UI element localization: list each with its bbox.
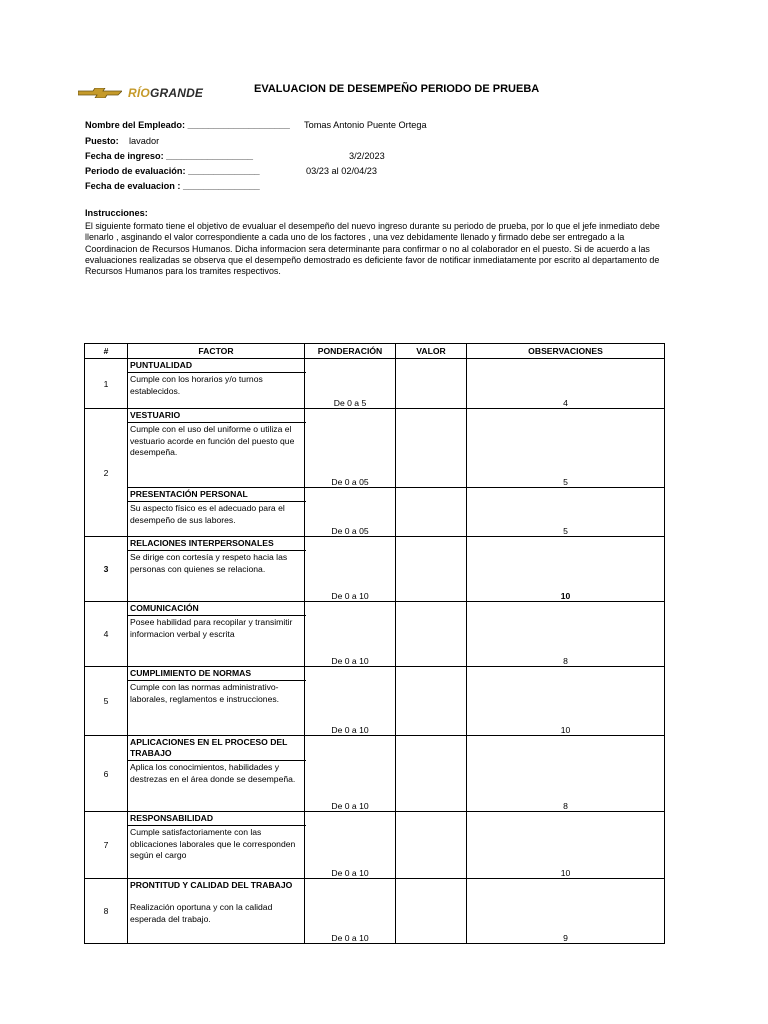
- row-num: 1: [85, 359, 128, 409]
- valor-cell[interactable]: [396, 537, 467, 602]
- evaluation-table: [84, 343, 665, 944]
- factor-title: RESPONSABILIDAD: [128, 812, 306, 826]
- factor-title: PUNTUALIDAD: [128, 359, 306, 373]
- observaciones-cell[interactable]: 9: [467, 879, 665, 944]
- ingreso-label: Fecha de ingreso: _________________: [85, 151, 254, 161]
- ponderacion-cell: De 0 a 10: [305, 667, 396, 736]
- table-row: [85, 812, 665, 879]
- observaciones-cell[interactable]: 8: [467, 602, 665, 667]
- puesto-value: lavador: [129, 136, 160, 146]
- valor-cell[interactable]: [396, 736, 467, 812]
- row-num: 6: [85, 736, 128, 812]
- factor-description: Su aspecto físico es el adecuado para el desempeño de sus labores.: [130, 503, 285, 525]
- factor-title: PRESENTACIÓN PERSONAL: [128, 488, 306, 502]
- factor-description: Cumple satisfactoriamente con las oblicaciones laborales que le corresponden según el cargo: [130, 827, 296, 860]
- table-row: [85, 602, 665, 667]
- row-num: 5: [85, 667, 128, 736]
- ponderacion-cell: De 0 a 10: [305, 812, 396, 879]
- factor-title: CUMPLIMIENTO DE NORMAS: [128, 667, 306, 681]
- document-title: EVALUACION DE DESEMPEÑO PERIODO DE PRUEBA: [254, 83, 540, 95]
- logo-text-rio: RÍO: [128, 86, 150, 100]
- row-num: 2: [85, 409, 128, 537]
- factor-description: Cumple con las normas administrativo-laborales, reglamentos e instrucciones.: [130, 682, 280, 704]
- observaciones-cell[interactable]: 5: [467, 409, 665, 488]
- factor-title: PRONTITUD Y CALIDAD DEL TRABAJO: [130, 880, 293, 890]
- header-valor: VALOR: [396, 344, 467, 359]
- instructions-title: Instrucciones:: [85, 208, 148, 218]
- valor-cell[interactable]: [396, 667, 467, 736]
- header-ponderacion: PONDERACIÓN: [305, 344, 396, 359]
- factor-description: Cumple con el uso del uniforme o utiliza el vestuario acorde en función del puesto que desempeña.: [130, 424, 295, 457]
- valor-cell[interactable]: [396, 602, 467, 667]
- observaciones-cell[interactable]: 4: [467, 359, 665, 409]
- row-num: 8: [85, 879, 128, 944]
- factor-title: COMUNICACIÓN: [128, 602, 306, 616]
- instructions-text: El siguiente formato tiene el objetivo de evualuar el desempeño del nuevo ingreso durante su periodo de prueba, por lo que el jefe inmediato debe llenarlo , asginando el valor correspondiente a cada uno de los factores , una vez debidamente llenado y firmado debe ser entregado a la Coordinacion de Recursos Humanos. Dicha informacion sera determinante para confirmar o no al colaborador en el puesto. Si de acuerdo a las evaluaciones realizadas se observa que el desempeño demostrado es deficiente favor de notificar inmediatamente por escrito al departamento de Recursos Humanos para los tramites respectivos.: [85, 221, 660, 277]
- observaciones-cell[interactable]: 10: [467, 812, 665, 879]
- table-row: [85, 879, 665, 944]
- table-row: [85, 409, 665, 488]
- ponderacion-cell: De 0 a 05: [305, 488, 396, 537]
- periodo-value: 03/23 al 02/04/23: [306, 166, 378, 176]
- header-num: #: [85, 344, 128, 359]
- observaciones-cell[interactable]: 8: [467, 736, 665, 812]
- factor-title: APLICACIONES EN EL PROCESO DEL TRABAJO: [128, 736, 306, 761]
- factor-description: Se dirige con cortesía y respeto hacia las personas con quienes se relaciona.: [130, 552, 288, 574]
- logo-text-grande: GRANDE: [149, 86, 204, 100]
- valor-cell[interactable]: [396, 359, 467, 409]
- valor-cell[interactable]: [396, 488, 467, 537]
- observaciones-cell[interactable]: 10: [467, 667, 665, 736]
- observaciones-cell[interactable]: 10: [467, 537, 665, 602]
- header-factor: FACTOR: [128, 344, 305, 359]
- nombre-label: Nombre del Empleado: ____________________: [85, 120, 290, 130]
- header-observaciones: OBSERVACIONES: [467, 344, 665, 359]
- ingreso-value: 3/2/2023: [349, 151, 385, 161]
- table-header-row: [85, 344, 665, 359]
- puesto-label: Puesto:: [85, 136, 119, 146]
- factor-title: VESTUARIO: [128, 409, 306, 423]
- factor-description: Posee habilidad para recopilar y transimitir informacion verbal y escrita: [130, 617, 293, 639]
- ponderacion-cell: De 0 a 5: [305, 359, 396, 409]
- factor-title: RELACIONES INTERPERSONALES: [128, 537, 306, 551]
- evaluacion-label: Fecha de evaluacion : _______________: [85, 181, 260, 191]
- company-logo: [78, 84, 203, 102]
- row-num: 3: [85, 537, 128, 602]
- ponderacion-cell: De 0 a 10: [305, 602, 396, 667]
- ponderacion-cell: De 0 a 05: [305, 409, 396, 488]
- table-row: [85, 488, 665, 537]
- row-num: 4: [85, 602, 128, 667]
- row-num: 7: [85, 812, 128, 879]
- factor-description: Aplica los conocimientos, habilidades y destrezas en el área donde se desempeña.: [130, 762, 296, 784]
- table-row: [85, 537, 665, 602]
- table-row: [85, 667, 665, 736]
- ponderacion-cell: De 0 a 10: [305, 736, 396, 812]
- ponderacion-cell: De 0 a 10: [305, 537, 396, 602]
- ponderacion-cell: De 0 a 10: [305, 879, 396, 944]
- factor-description: Realización oportuna y con la calidad esperada del trabajo.: [130, 902, 273, 924]
- table-row: [85, 359, 665, 409]
- factor-description: Cumple con los horarios y/o turnos establecidos.: [130, 374, 263, 396]
- table-row: [85, 736, 665, 812]
- nombre-value: Tomas Antonio Puente Ortega: [304, 120, 427, 130]
- chevrolet-bowtie-icon: [78, 88, 122, 98]
- valor-cell[interactable]: [396, 409, 467, 488]
- valor-cell[interactable]: [396, 879, 467, 944]
- valor-cell[interactable]: [396, 812, 467, 879]
- periodo-label: Periodo de evaluación: ______________: [85, 166, 260, 176]
- observaciones-cell[interactable]: 5: [467, 488, 665, 537]
